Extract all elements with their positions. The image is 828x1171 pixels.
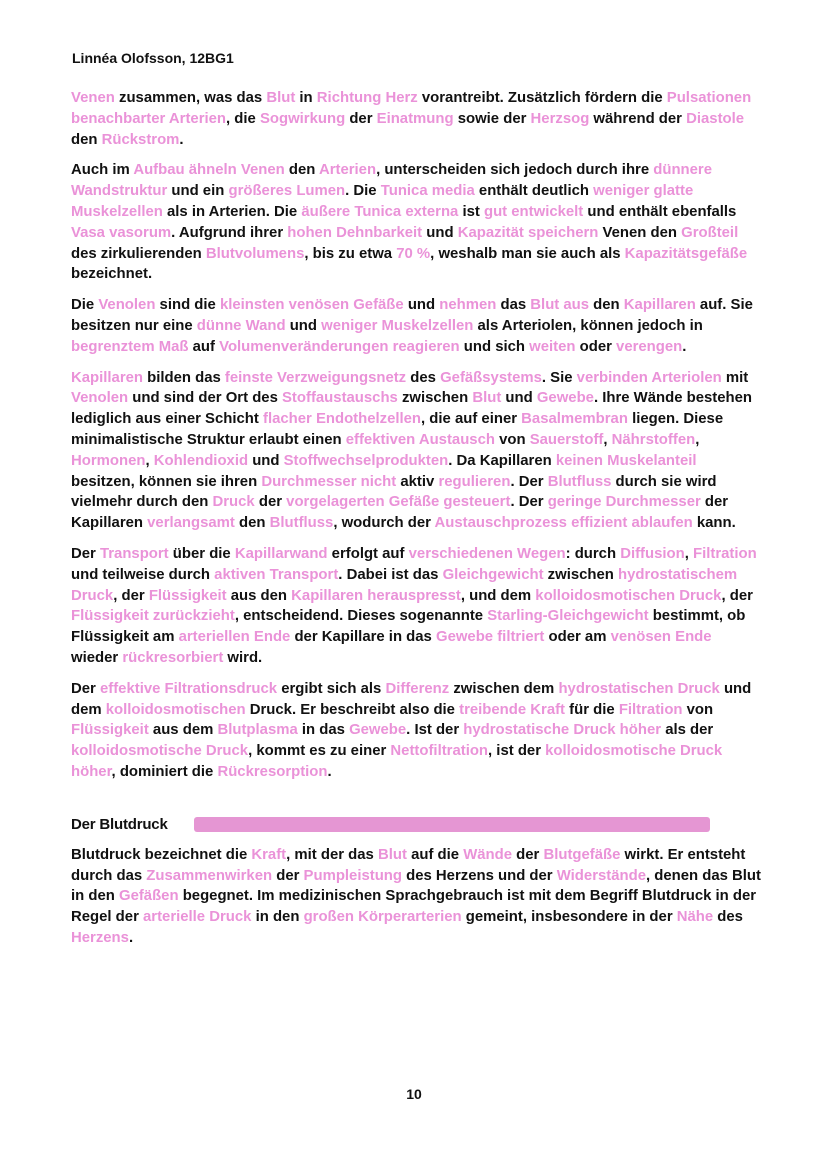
text-run: zwischen: [397, 390, 473, 407]
highlighted-term: kolloidosmotische Druck höher: [71, 743, 723, 780]
text-run: erfolgt auf: [327, 545, 409, 562]
text-run: .: [682, 338, 687, 355]
text-run: zwischen: [543, 566, 619, 583]
text-run: in das: [297, 722, 350, 739]
text-run: .: [128, 929, 134, 946]
text-run: des: [406, 369, 441, 386]
section-title: Der Blutdruck: [71, 815, 168, 833]
text-run: und enthält ebenfalls: [583, 203, 737, 220]
text-run: , die auf einer: [421, 411, 522, 428]
highlighted-term: Blutplasma: [217, 722, 298, 739]
highlighted-term: weniger Muskelzellen: [321, 317, 474, 334]
text-run: Blutdruck bezeichnet die: [71, 846, 252, 863]
highlighted-term: effektiven Austausch: [345, 431, 495, 448]
highlighted-term: Sogwirkung: [259, 110, 346, 127]
text-run: das: [496, 297, 531, 314]
highlighted-term: Gewebe: [349, 722, 407, 739]
highlighted-term: Widerstände: [556, 867, 646, 884]
highlighted-term: vorgelagerten Gefäße gesteuert: [286, 494, 511, 511]
highlighted-term: 70 %: [396, 245, 431, 262]
highlighted-term: verbinden Arteriolen: [576, 369, 722, 386]
text-run: bezeichnet.: [71, 266, 153, 283]
highlighted-term: großen Körperarterien: [303, 909, 462, 926]
highlighted-term: äußere Tunica externa: [301, 203, 459, 220]
page-number: 10: [406, 1086, 422, 1102]
text-run: während der: [589, 110, 687, 127]
text-run: und: [403, 297, 440, 314]
text-run: aus dem: [148, 722, 218, 739]
section-highlight-bar: [194, 817, 710, 832]
text-run: , der: [721, 587, 753, 604]
highlighted-term: Kraft: [251, 846, 287, 863]
text-run: Der: [71, 680, 100, 697]
highlighted-term: geringe Durchmesser: [547, 494, 701, 511]
paragraphs-before-section: [71, 88, 761, 783]
highlighted-term: hohen Dehnbarkeit: [287, 224, 423, 241]
paragraph: [71, 88, 761, 150]
text-run: , mit der das: [286, 846, 378, 863]
text-run: .: [327, 763, 332, 780]
text-run: der: [272, 867, 304, 884]
text-run: , wodurch der: [333, 515, 435, 532]
text-run: .: [179, 131, 184, 148]
highlighted-term: hydrostatischem Druck: [71, 566, 738, 604]
text-run: bilden das: [143, 369, 225, 386]
text-run: wird.: [223, 649, 263, 666]
text-run: . Ihre Wände bestehen lediglich aus einer Schicht: [71, 390, 752, 428]
highlighted-term: Rückstrom: [101, 131, 180, 148]
text-run: der: [512, 846, 544, 863]
highlighted-term: Austauschprozess effizient ablaufen: [434, 515, 693, 532]
highlighted-term: Filtration: [693, 545, 757, 562]
document-body: [71, 88, 761, 959]
text-run: , und dem: [460, 587, 536, 604]
text-run: ergibt sich als: [277, 680, 386, 697]
highlighted-term: Herzens: [71, 929, 129, 946]
text-run: . Sie: [541, 369, 577, 386]
text-run: und sind der Ort des: [128, 390, 282, 407]
highlighted-term: Gefäßen: [118, 888, 179, 905]
highlighted-term: Druck: [212, 494, 255, 511]
highlighted-term: kolloidosmotischen Druck: [535, 587, 722, 604]
paragraphs-after-section: [71, 845, 761, 949]
highlighted-term: Gefäßsystems: [440, 369, 542, 386]
highlighted-term: Pulsationen benachbarter Arterien: [71, 90, 752, 127]
text-run: der Kapillaren: [71, 494, 729, 532]
text-run: , der: [113, 587, 149, 604]
highlighted-term: Arterien: [318, 162, 377, 179]
text-run: in: [295, 90, 317, 106]
highlighted-term: venösen Ende: [610, 629, 712, 646]
highlighted-term: Blutvolumens: [205, 245, 305, 262]
text-run: Die: [71, 297, 99, 314]
text-run: , die: [226, 110, 260, 127]
highlighted-term: verschiedenen Wegen: [408, 545, 566, 562]
highlighted-term: Blutfluss: [269, 515, 334, 532]
paragraph: [71, 544, 761, 669]
text-run: , weshalb man sie auch als: [430, 245, 625, 262]
highlighted-term: Flüssigkeit zurückzieht: [71, 608, 235, 625]
highlighted-term: Venen: [71, 90, 115, 106]
highlighted-term: größeres Lumen: [228, 183, 346, 200]
highlighted-term: Venolen: [98, 297, 156, 314]
highlighted-term: Diastole: [686, 110, 745, 127]
text-run: den: [234, 515, 270, 532]
text-run: , dominiert die: [111, 763, 218, 780]
text-run: und teilweise durch: [71, 566, 215, 583]
text-run: sind die: [155, 297, 220, 314]
text-run: von: [494, 431, 530, 448]
highlighted-term: Großteil: [681, 224, 739, 241]
highlighted-term: aktiven Transport: [214, 566, 339, 583]
text-run: auf. Sie besitzen nur eine: [71, 297, 753, 334]
text-run: ,: [145, 452, 154, 469]
highlighted-term: Durchmesser nicht: [261, 473, 397, 490]
text-run: , kommt es zu einer: [248, 743, 391, 760]
text-run: als Arteriolen, können jedoch in: [473, 317, 703, 334]
highlighted-term: Zusammenwirken: [146, 867, 273, 884]
text-run: für die: [565, 701, 619, 718]
highlighted-term: Venolen: [71, 390, 129, 407]
paragraph: [71, 679, 761, 783]
highlighted-term: Sauerstoff: [529, 431, 604, 448]
text-run: von: [682, 701, 714, 718]
highlighted-term: Blut aus: [530, 297, 590, 314]
highlighted-term: weniger glatte Muskelzellen: [71, 183, 694, 220]
text-run: des: [713, 909, 743, 926]
text-run: Der: [71, 545, 100, 562]
highlighted-term: dünnere Wandstruktur: [71, 162, 713, 200]
highlighted-term: Kapillarwand: [234, 545, 328, 562]
highlighted-term: Differenz: [385, 680, 450, 697]
highlighted-term: regulieren: [438, 473, 511, 490]
text-run: Auch im: [71, 162, 134, 179]
text-run: . Da Kapillaren: [448, 452, 556, 469]
text-run: , bis zu etwa: [304, 245, 397, 262]
text-run: wieder: [71, 649, 123, 666]
highlighted-term: dünne Wand: [196, 317, 286, 334]
text-run: den: [284, 162, 319, 179]
paragraph: [71, 368, 761, 534]
text-run: und ein: [167, 183, 229, 200]
text-run: oder am: [544, 629, 611, 646]
text-run: und: [422, 224, 458, 241]
text-run: besitzen, können sie ihren: [71, 473, 262, 490]
text-run: den: [589, 297, 624, 314]
highlighted-term: Blut: [266, 90, 296, 106]
highlighted-term: weiten: [529, 338, 576, 355]
text-run: : durch: [565, 545, 621, 562]
highlighted-term: Vasa vasorum: [71, 224, 172, 241]
highlighted-term: Richtung Herz: [316, 90, 418, 106]
text-run: auf: [188, 338, 220, 355]
highlighted-term: kolloidosmotische Druck: [71, 743, 249, 760]
highlighted-term: treibende Kraft: [459, 701, 566, 718]
highlighted-term: begrenztem Maß: [71, 338, 189, 355]
highlighted-term: Kapazitätsgefäße: [624, 245, 748, 262]
text-run: und sich: [459, 338, 530, 355]
highlighted-term: keinen Muskelanteil: [555, 452, 697, 469]
highlighted-term: arterielle Druck: [143, 909, 252, 926]
text-run: Druck. Er beschreibt also die: [245, 701, 460, 718]
text-run: aktiv: [396, 473, 439, 490]
highlighted-term: nehmen: [439, 297, 497, 314]
highlighted-term: kolloidosmotischen: [105, 701, 246, 718]
text-run: wirkt. Er entsteht durch das: [71, 846, 746, 884]
highlighted-term: flacher Endothelzellen: [262, 411, 422, 428]
highlighted-term: effektive Filtrationsdruck: [99, 680, 278, 697]
text-run: und: [501, 390, 537, 407]
highlighted-term: verengen: [616, 338, 683, 355]
text-run: Venen den: [598, 224, 682, 241]
highlighted-term: Nähe: [676, 909, 714, 926]
highlighted-term: Wände: [463, 846, 513, 863]
highlighted-term: hydrostatische Druck höher: [463, 722, 662, 739]
highlighted-term: Flüssigkeit: [148, 587, 227, 604]
paragraph: [71, 295, 761, 357]
highlighted-term: Stoffaustauschs: [282, 390, 398, 407]
highlighted-term: verlangsamt: [147, 515, 235, 532]
text-run: ,: [684, 545, 693, 562]
highlighted-term: rückresorbiert: [122, 649, 224, 666]
text-run: , unterscheiden sich jedoch durch ihre: [376, 162, 654, 179]
highlighted-term: Nährstoffen: [611, 431, 696, 448]
highlighted-term: Tunica media: [380, 183, 475, 200]
text-run: aus den: [226, 587, 292, 604]
highlighted-term: Kapillaren: [71, 369, 143, 386]
highlighted-term: Filtration: [618, 701, 683, 718]
text-run: zwischen dem: [449, 680, 559, 697]
text-run: kann.: [692, 515, 736, 532]
text-run: , entscheidend. Dieses sogenannte: [234, 608, 488, 625]
text-run: des Herzens und der: [402, 867, 557, 884]
text-run: . Dabei ist das: [338, 566, 443, 583]
highlighted-term: Diffusion: [620, 545, 685, 562]
highlighted-term: Blut: [377, 846, 407, 863]
paragraph: [71, 160, 761, 285]
highlighted-term: Kapillaren: [623, 297, 696, 314]
highlighted-term: Gewebe filtriert: [435, 629, 545, 646]
highlighted-term: Hormonen: [71, 452, 146, 469]
text-run: , denen das Blut in den: [71, 867, 761, 905]
text-run: der: [345, 110, 377, 127]
highlighted-term: Blutgefäße: [543, 846, 621, 863]
text-run: durch sie wird vielmehr durch den: [71, 473, 717, 511]
text-run: der: [254, 494, 287, 511]
highlighted-term: Stoffwechselprodukten: [283, 452, 449, 469]
text-run: auf die: [406, 846, 464, 863]
text-run: begegnet. Im medizinischen Sprachgebrauch ist mit dem Begriff Blutdruck in der Regel der: [71, 888, 757, 926]
text-run: ist: [458, 203, 484, 220]
paragraph: [71, 845, 761, 949]
text-run: über die: [168, 545, 235, 562]
text-run: den: [71, 131, 102, 148]
highlighted-term: Starling-Gleichgewicht: [487, 608, 649, 625]
text-run: und dem: [71, 680, 752, 718]
text-run: . Der: [510, 494, 548, 511]
text-run: enthält deutlich: [474, 183, 594, 200]
text-run: bestimmt, ob Flüssigkeit am: [71, 608, 746, 646]
highlighted-term: feinste Verzweigungsnetz: [224, 369, 407, 386]
highlighted-term: Einatmung: [376, 110, 454, 127]
highlighted-term: Gleichgewicht: [442, 566, 544, 583]
text-run: liegen. Diese minimalistische Struktur erlaubt einen: [71, 411, 724, 448]
text-run: oder: [575, 338, 617, 355]
text-run: . Ist der: [406, 722, 464, 739]
text-run: zusammen, was das: [114, 90, 267, 106]
highlighted-term: Nettofiltration: [390, 743, 489, 760]
text-run: als der: [661, 722, 714, 739]
highlighted-term: Aufbau ähneln Venen: [133, 162, 285, 179]
highlighted-term: Basalmembran: [521, 411, 628, 428]
highlighted-term: Kohlendioxid: [153, 452, 249, 469]
highlighted-term: Gewebe: [536, 390, 594, 407]
highlighted-term: Rückresorption: [217, 763, 328, 780]
section-heading: [71, 815, 761, 835]
highlighted-term: Herzsog: [530, 110, 590, 127]
highlighted-term: Volumenveränderungen reagieren: [219, 338, 460, 355]
highlighted-term: Kapazität speichern: [457, 224, 599, 241]
header-author-class: Linnéa Olofsson, 12BG1: [72, 50, 234, 66]
text-run: . Die: [345, 183, 381, 200]
highlighted-term: Pumpleistung: [303, 867, 402, 884]
text-run: mit: [721, 369, 749, 386]
text-run: . Der: [510, 473, 548, 490]
text-run: ,: [695, 431, 700, 448]
text-run: , ist der: [488, 743, 546, 760]
text-run: und: [285, 317, 322, 334]
text-run: gemeint, insbesondere in der: [461, 909, 677, 926]
highlighted-term: Flüssigkeit: [71, 722, 149, 739]
highlighted-term: Blut: [472, 390, 502, 407]
highlighted-term: hydrostatischen Druck: [558, 680, 720, 697]
text-run: und: [248, 452, 284, 469]
text-run: sowie der: [453, 110, 531, 127]
text-run: vorantreibt. Zusätzlich fördern die: [417, 90, 667, 106]
text-run: ,: [603, 431, 612, 448]
text-run: des zirkulierenden: [71, 245, 206, 262]
highlighted-term: Blutfluss: [547, 473, 612, 490]
text-run: in den: [251, 909, 304, 926]
text-run: der Kapillare in das: [290, 629, 436, 646]
highlighted-term: arteriellen Ende: [178, 629, 291, 646]
highlighted-term: Kapillaren herauspresst: [291, 587, 461, 604]
highlighted-term: kleinsten venösen Gefäße: [219, 297, 404, 314]
text-run: . Aufgrund ihrer: [171, 224, 288, 241]
highlighted-term: Transport: [99, 545, 169, 562]
text-run: als in Arterien. Die: [162, 203, 302, 220]
highlighted-term: gut entwickelt: [483, 203, 584, 220]
